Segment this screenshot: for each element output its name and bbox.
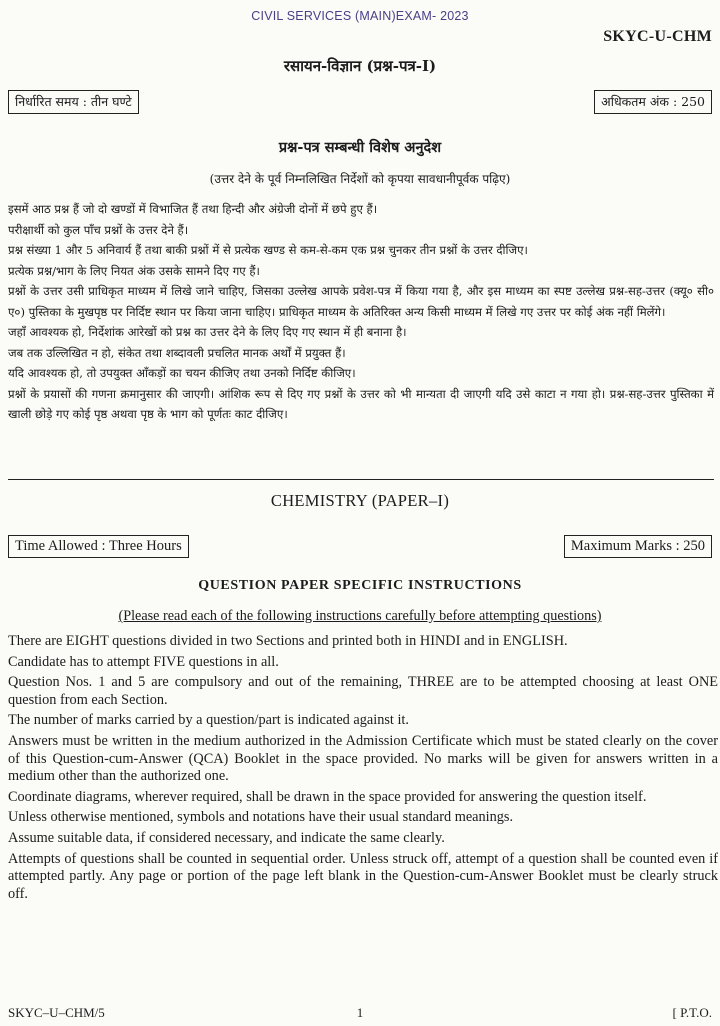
english-paper-title: CHEMISTRY (PAPER–I): [270, 491, 450, 510]
paper-code: SKYC-U-CHM: [603, 28, 712, 45]
hindi-paper-title: रसायन-विज्ञान (प्रश्न-पत्र-I): [283, 57, 437, 75]
english-instruction-item: Coordinate diagrams, wherever required, shall be drawn in the space provided for answering the question itself.: [8, 788, 647, 805]
english-instruction-item: Answers must be written in the medium authorized in the Admission Certificate which must be stated clearly on the cover of this Question-cum-Answer (QCA) Booklet in the space provided. No marks will be given for answers written in a medium other than the authorized one.: [8, 732, 718, 785]
exam-header: CIVIL SERVICES (MAIN)EXAM- 2023: [251, 9, 469, 23]
hindi-instruction-item: प्रश्न संख्या 1 और 5 अनिवार्य हैं तथा बाकी प्रश्नों में से प्रत्येक खण्ड से कम-से-कम एक प्रश्न चुनकर तीन प्रश्नों के उत्तर दीजिए।: [8, 243, 528, 257]
hindi-instruction-item: यदि आवश्यक हो, तो उपयुक्त आँकड़ों का चयन कीजिए तथा उनको निर्दिष्ट कीजिए।: [8, 366, 356, 380]
hindi-instructions-list: [8, 199, 714, 425]
pto-label: [ P.T.O.: [672, 1005, 712, 1020]
english-instructions-list: [8, 633, 718, 906]
english-instruction-item: Question Nos. 1 and 5 are compulsory and out of the remaining, THREE are to be attempted choosing at least ONE question from each Section.: [8, 674, 718, 708]
english-instruction-item: Assume suitable data, if considered necessary, and indicate the same clearly.: [8, 829, 445, 846]
hindi-instruction-item: प्रश्नों के उत्तर उसी प्राधिकृत माध्यम में लिखे जाने चाहिए, जिसका उल्लेख आपके प्रवेश-पत्र में किया गया है, और इस माध्यम का स्पष्ट उल्लेख प्रश्न-सह-उत्तर (क्यू० सी० ए०) पुस्तिका के मुखपृष्ठ पर निर्दिष्ट स्थान पर किया जाना चाहिए। प्राधिकृत माध्यम के अतिरिक्त अन्य किसी माध्यम में लिखे गए उत्तर पर कोई अंक नहीं मिलेंगे।: [8, 284, 714, 319]
hindi-instructions-heading: प्रश्न-पत्र सम्बन्धी विशेष अनुदेश: [278, 139, 442, 156]
hindi-instructions-subheading: (उत्तर देने के पूर्व निम्नलिखित निर्देशों को कृपया सावधानीपूर्वक पढ़िए): [209, 172, 511, 186]
hindi-instruction-item: जब तक उल्लिखित न हो, संकेत तथा शब्दावली प्रचलित मानक अर्थों में प्रयुक्त हैं।: [8, 345, 346, 360]
hindi-max-marks-box: अधिकतम अंक : 250: [594, 90, 712, 114]
english-instruction-item: There are EIGHT questions divided in two Sections and printed both in HINDI and in ENGLISH.: [8, 633, 568, 649]
hindi-instruction-item: प्रश्नों के प्रयासों की गणना क्रमानुसार की जाएगी। आंशिक रूप से दिए गए प्रश्नों के उत्तर को भी मान्यता दी जाएगी यदि उसे काटा न गया हो। प्रश्न-सह-उत्तर पुस्तिका में खाली छोड़े गए कोई पृष्ठ अथवा पृष्ठ के भाग को पूर्णतः काट दीजिए।: [8, 386, 714, 421]
english-instruction-item: Unless otherwise mentioned, symbols and notations have their usual standard meanings.: [8, 809, 514, 826]
english-instructions-heading: QUESTION PAPER SPECIFIC INSTRUCTIONS: [198, 578, 522, 593]
hindi-instruction-item: परीक्षार्थी को कुल पाँच प्रश्नों के उत्तर देने हैं।: [8, 222, 189, 237]
section-divider: [8, 479, 714, 480]
english-instruction-item: The number of marks carried by a question/part is indicated against it.: [8, 712, 409, 729]
hindi-instruction-item: इसमें आठ प्रश्न हैं जो दो खण्डों में विभाजित हैं तथा हिन्दी और अंग्रेजी दोनों में छपे हुए हैं।: [8, 202, 378, 216]
english-instructions-subheading: (Please read each of the following instructions carefully before attempting questions): [118, 608, 602, 624]
english-instruction-item: Candidate has to attempt FIVE questions in all.: [8, 653, 279, 670]
footer-paper-code: SKYC–U–CHM/5: [8, 1005, 105, 1020]
english-max-marks-box: Maximum Marks : 250: [564, 535, 712, 558]
english-time-allowed-box: Time Allowed : Three Hours: [8, 535, 189, 558]
hindi-time-allowed-box: निर्धारित समय : तीन घण्टे: [8, 90, 139, 114]
page-number: 1: [356, 1005, 364, 1020]
hindi-instruction-item: प्रत्येक प्रश्न/भाग के लिए नियत अंक उसके सामने दिए गए हैं।: [8, 263, 260, 278]
hindi-instruction-item: जहाँ आवश्यक हो, निर्देशांक आरेखों को प्रश्न का उत्तर देने के लिए दिए गए स्थान में ही बनाना है।: [8, 325, 407, 339]
english-instruction-item: Attempts of questions shall be counted in sequential order. Unless struck off, attempt of a question shall be counted even if attempted partly. Any page or portion of the page left blank in the Question-cum-Answer Booklet must be clearly struck off.: [8, 850, 718, 902]
